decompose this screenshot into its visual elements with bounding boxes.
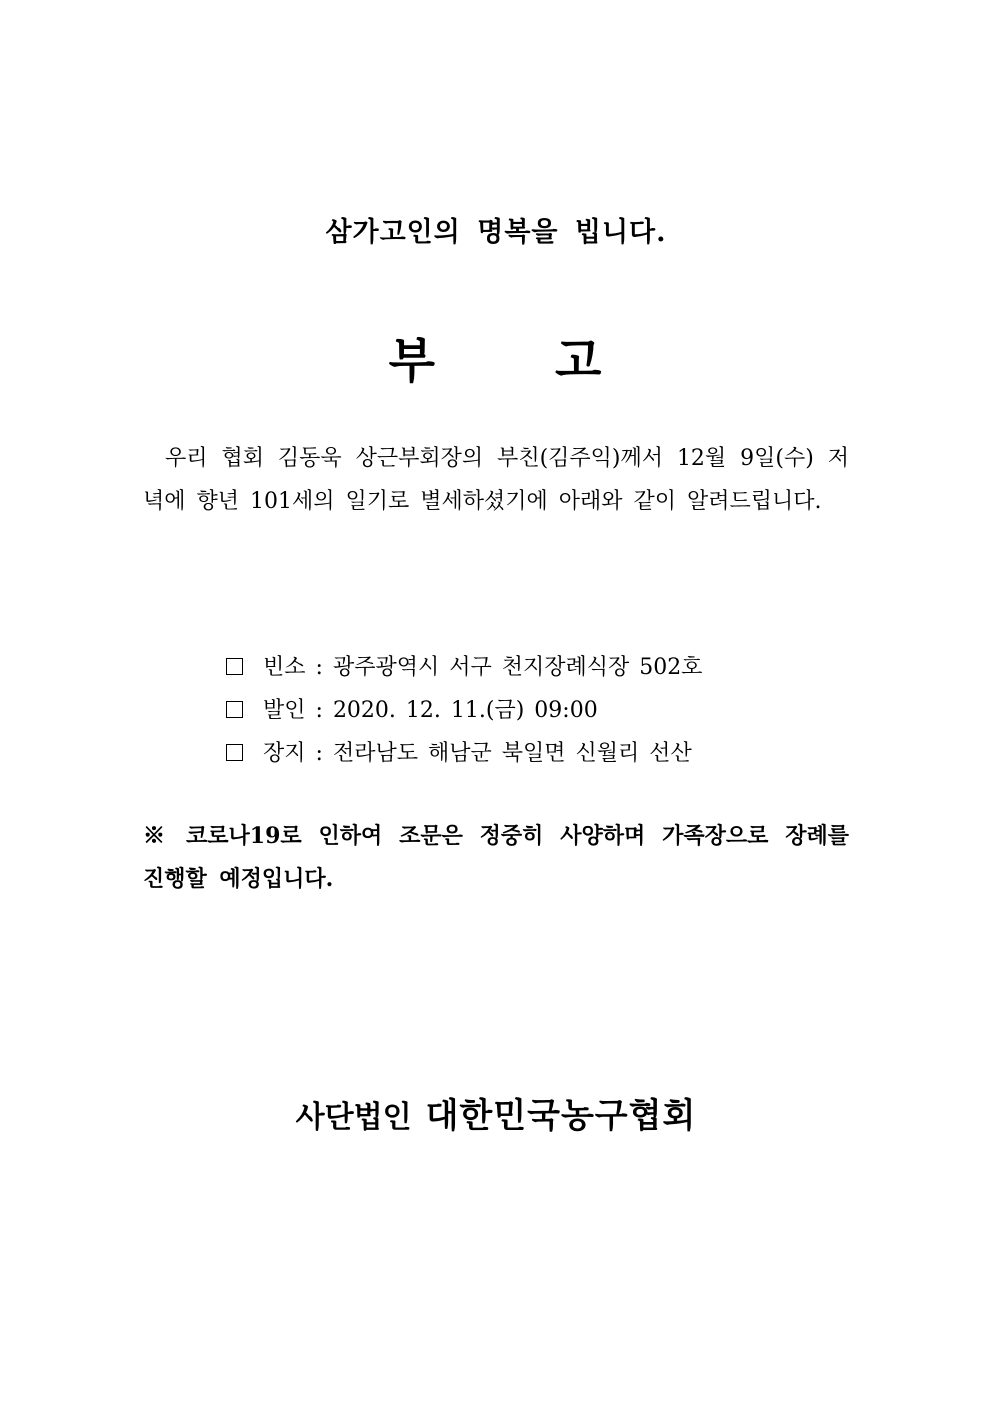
condolence-heading: 삼가고인의 명복을 빕니다. (325, 217, 667, 248)
signature-prefix: 사단법인 (295, 1100, 412, 1135)
detail-row-jangji (226, 732, 702, 775)
covid-notice: ※ 코로나19로 인하여 조문은 정중히 사양하며 가족장으로 장례를 진행할 예정입니다. (143, 823, 849, 892)
funeral-details-list (226, 646, 702, 775)
detail-row-binso (226, 646, 702, 689)
signature-organization: 대한민국농구협회 (425, 1096, 697, 1136)
detail-value: 2020. 12. 11.(금) 09:00 (332, 698, 598, 723)
title-part-2: 고 (555, 333, 604, 389)
announcement-text: 우리 협회 김동욱 상근부회장의 부친(김주익)께서 12월 9일(수) 저녁에 향년 101세의 일기로 별세하셨기에 아래와 같이 알려드립니다. (143, 446, 849, 514)
signature (0, 1088, 992, 1137)
checkbox-empty-icon (226, 744, 243, 761)
detail-label: 발인 (263, 698, 306, 723)
detail-value: 광주광역시 서구 천지장례식장 502호 (332, 655, 703, 680)
detail-label: 장지 (263, 741, 306, 766)
detail-separator: : (315, 741, 323, 766)
page-title (0, 322, 992, 391)
detail-row-balin (226, 689, 702, 732)
checkbox-empty-icon (226, 701, 243, 718)
checkbox-empty-icon (226, 658, 243, 675)
detail-label: 빈소 (263, 655, 306, 680)
announcement-paragraph (143, 437, 849, 523)
detail-separator: : (315, 655, 323, 680)
detail-value: 전라남도 해남군 북일면 신월리 선산 (332, 741, 692, 766)
detail-separator: : (315, 698, 323, 723)
title-part-1: 부 (388, 333, 437, 389)
